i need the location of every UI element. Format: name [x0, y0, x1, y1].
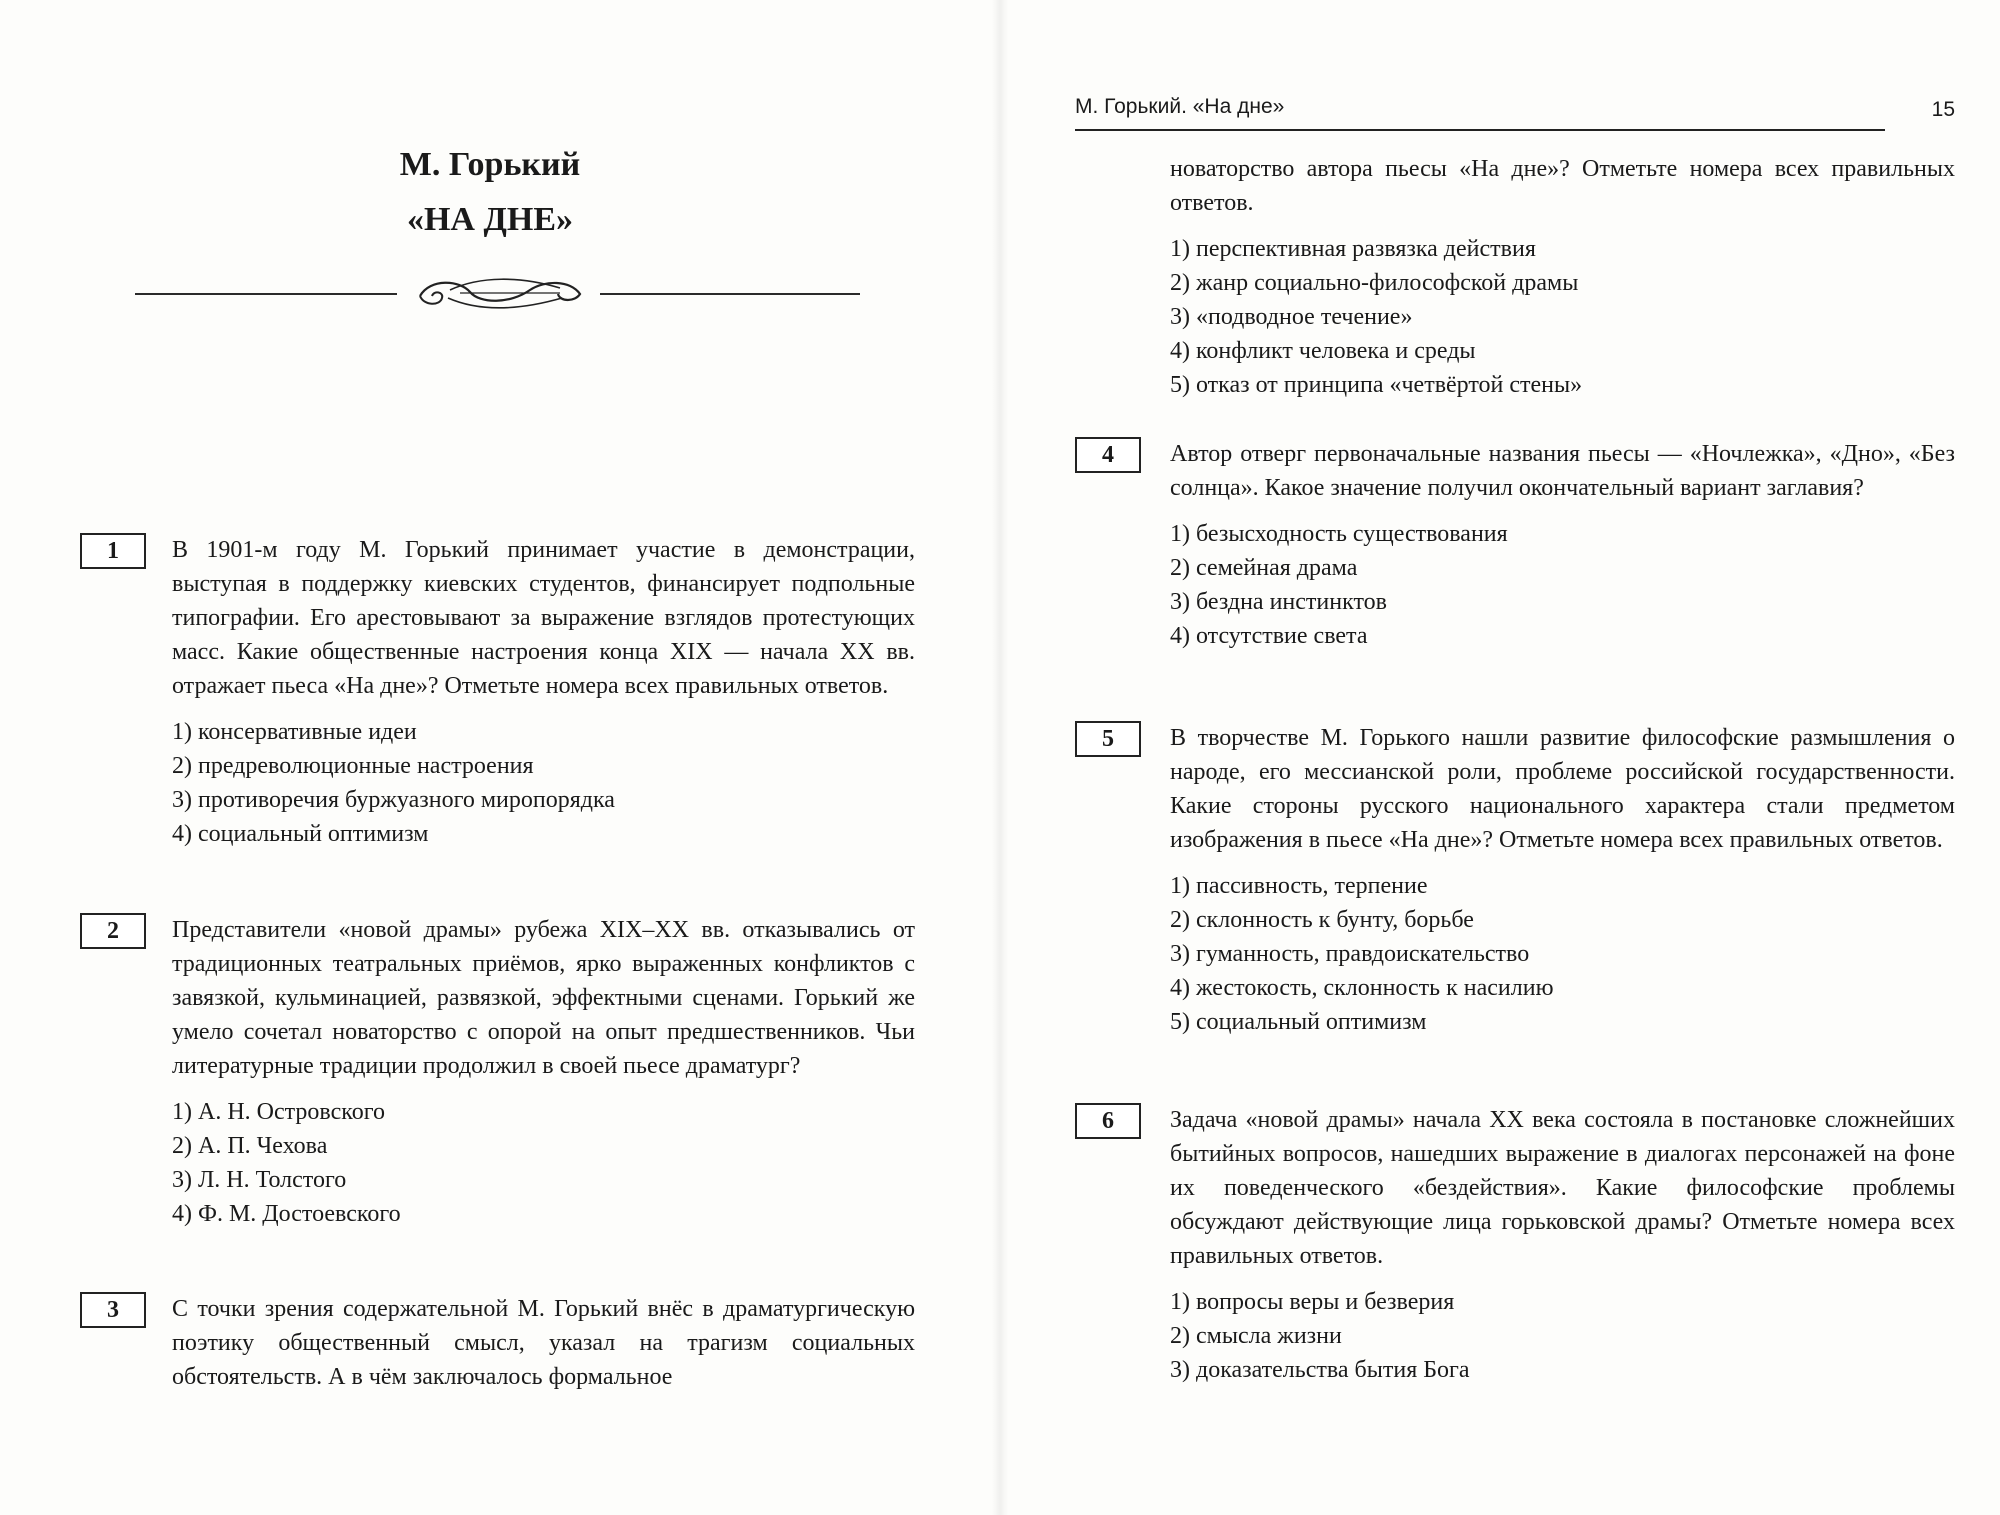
answer-option[interactable]: 2) предреволюционные настроения: [172, 753, 534, 779]
answer-option[interactable]: 4) Ф. М. Достоевского: [172, 1201, 401, 1227]
header-rule: [1075, 129, 1885, 131]
question-text: новаторство автора пьесы «На дне»? Отметьте номера всех правильных ответов.: [1170, 156, 1955, 216]
answer-option[interactable]: 4) отсутствие света: [1170, 623, 1368, 649]
question-text: Представители «новой драмы» рубежа XIX–XX вв. отказывались от традиционных театральных приёмов, ярко выраженных конфликтов с завязкой, кульминацией, развязкой, эффектными сценами. Горький же умело сочетал новаторство с опорой на опыт предшественников. Чьи литературные традиции продолжил в своей пьесе драматург?: [172, 917, 915, 1079]
answer-option[interactable]: 1) безысходность существования: [1170, 521, 1508, 547]
question-number: 6: [1075, 1103, 1141, 1139]
question-number: 1: [80, 533, 146, 569]
answer-option[interactable]: 1) пассивность, терпение: [1170, 873, 1428, 899]
answer-option[interactable]: 2) А. П. Чехова: [172, 1133, 328, 1159]
flourish-icon: [410, 268, 590, 318]
question-number: 4: [1075, 437, 1141, 473]
answer-option[interactable]: 2) семейная драма: [1170, 555, 1358, 581]
answer-option[interactable]: 3) Л. Н. Толстого: [172, 1167, 347, 1193]
chapter-title: [120, 140, 860, 250]
running-head: М. Горький. «На дне»: [1075, 95, 1285, 118]
question-text: В творчестве М. Горького нашли развитие философские размышления о народе, его мессианской роли, проблеме российской государственности. Какие стороны русского национального характера стали предметом изображения в пьесе «На дне»? Отметьте номера всех правильных ответов.: [1170, 725, 1955, 853]
answer-option[interactable]: 3) доказательства бытия Бога: [1170, 1357, 1470, 1383]
question-text: Задача «новой драмы» начала XX века состояла в постановке сложнейших бытийных вопросов, нашедших выражение в диалогах персонажей на фоне их поведенческого «бездействия». Какие философские проблемы обсуждают действующие лица горьковской драмы? Отметьте номера всех правильных ответов.: [1170, 1107, 1955, 1269]
answer-option[interactable]: 3) противоречия буржуазного миропорядка: [172, 787, 615, 813]
answer-option[interactable]: 2) жанр социально-философской драмы: [1170, 270, 1579, 296]
question-number: 2: [80, 913, 146, 949]
question-text: Автор отверг первоначальные названия пьесы — «Ночлежка», «Дно», «Без солнца». Какое значение получил окончательный вариант заглавия?: [1170, 441, 1955, 501]
answer-option[interactable]: 3) бездна инстинктов: [1170, 589, 1387, 615]
question-text: С точки зрения содержательной М. Горький внёс в драматургическую поэтику общественный смысл, указал на трагизм социальных обстоятельств. А в чём заключалось формальное: [172, 1296, 915, 1390]
question-number: 3: [80, 1292, 146, 1328]
answer-option[interactable]: 1) вопросы веры и безверия: [1170, 1289, 1455, 1315]
question-number: 5: [1075, 721, 1141, 757]
ornament-line-left: [135, 293, 397, 295]
right-page: [1000, 0, 2000, 1515]
page-number: 15: [1931, 98, 1955, 121]
answer-option[interactable]: 3) «подводное течение»: [1170, 304, 1413, 330]
answer-option[interactable]: 5) отказ от принципа «четвёртой стены»: [1170, 372, 1583, 398]
answer-option[interactable]: 5) социальный оптимизм: [1170, 1009, 1427, 1035]
answer-option[interactable]: 2) смысла жизни: [1170, 1323, 1342, 1349]
answer-option[interactable]: 4) конфликт человека и среды: [1170, 338, 1476, 364]
answer-option[interactable]: 4) социальный оптимизм: [172, 821, 429, 847]
ornament-line-right: [600, 293, 860, 295]
answer-option[interactable]: 1) перспективная развязка действия: [1170, 236, 1536, 262]
answer-option[interactable]: 2) склонность к бунту, борьбе: [1170, 907, 1474, 933]
question-text: В 1901-м году М. Горький принимает участие в демонстрации, выступая в поддержку киевских студентов, финансирует подпольные типографии. Его арестовывают за выражение взглядов протестующих масс. Какие общественные настроения конца XIX — начала XX вв. отражает пьеса «На дне»? Отметьте номера всех правильных ответов.: [172, 537, 915, 699]
title-ornament: [135, 268, 860, 318]
title-work: «НА ДНЕ»: [406, 201, 573, 238]
answer-option[interactable]: 1) А. Н. Островского: [172, 1099, 385, 1125]
answer-option[interactable]: 3) гуманность, правдоискательство: [1170, 941, 1530, 967]
answer-option[interactable]: 1) консервативные идеи: [172, 719, 417, 745]
answer-option[interactable]: 4) жестокость, склонность к насилию: [1170, 975, 1554, 1001]
title-author: М. Горький: [399, 146, 581, 183]
page-header: [1075, 95, 1955, 135]
